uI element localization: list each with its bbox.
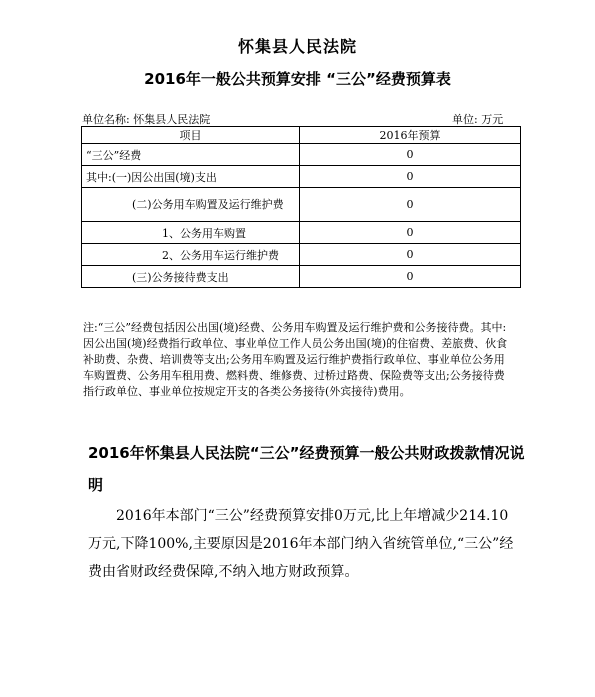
table-note: 注:“三公”经费包括因公出国(境)经费、公务用车购置及运行维护费和公务接待费。其中:因公出国(境)经费指行政单位、事业单位工作人员公务出国(境)的住宿费、差旅费、伙食补助费、杂费、培训费等支出;公务用车购置及运行维护费指行政单位、事业单位公务用车购置费、公务用车租用费、燃料费、维修费、过桥过路费、保险费等支出;公务接待费指行政单位、事业单位按规定开支的各类公务接待(外宾接待)费用。 bbox=[83, 321, 508, 398]
unit-name: 单位名称: 怀集县人民法院 bbox=[82, 113, 211, 126]
row-value: 0 bbox=[300, 144, 521, 166]
table-title: 2016年一般公共预算安排 “三公”经费预算表 bbox=[144, 70, 451, 88]
table-row bbox=[82, 144, 521, 166]
row-value: 0 bbox=[300, 188, 521, 222]
table-row bbox=[82, 244, 521, 266]
column-header-budget: 2016年预算 bbox=[300, 127, 521, 144]
row-value: 0 bbox=[300, 166, 521, 188]
explanation-heading: 2016年怀集县人民法院“三公”经费预算一般公共财政拨款情况说明 bbox=[88, 444, 525, 494]
table-row bbox=[82, 222, 521, 244]
column-header-item: 项目 bbox=[82, 127, 300, 144]
row-label: “三公”经费 bbox=[82, 144, 300, 166]
unit-measure: 单位: 万元 bbox=[452, 113, 504, 126]
row-label: 1、公务用车购置 bbox=[82, 222, 300, 244]
row-label: (三)公务接待费支出 bbox=[82, 266, 300, 288]
table-header-row bbox=[82, 127, 521, 144]
row-value: 0 bbox=[300, 266, 521, 288]
budget-table bbox=[81, 126, 521, 288]
table-row bbox=[82, 188, 521, 222]
row-label: 其中:(一)因公出国(境)支出 bbox=[82, 166, 300, 188]
explanation-body: 2016年本部门“三公”经费预算安排0万元,比上年增减少214.10万元,下降100%,主要原因是2016年本部门纳入省统管单位,“三公”经费由省财政经费保障,不纳入地方财政预算。 bbox=[88, 508, 514, 580]
table-row bbox=[82, 166, 521, 188]
row-value: 0 bbox=[300, 244, 521, 266]
table-row bbox=[82, 266, 521, 288]
row-value: 0 bbox=[300, 222, 521, 244]
row-label: (二)公务用车购置及运行维护费 bbox=[82, 188, 300, 222]
org-title: 怀集县人民法院 bbox=[237, 37, 357, 56]
row-label: 2、公务用车运行维护费 bbox=[82, 244, 300, 266]
